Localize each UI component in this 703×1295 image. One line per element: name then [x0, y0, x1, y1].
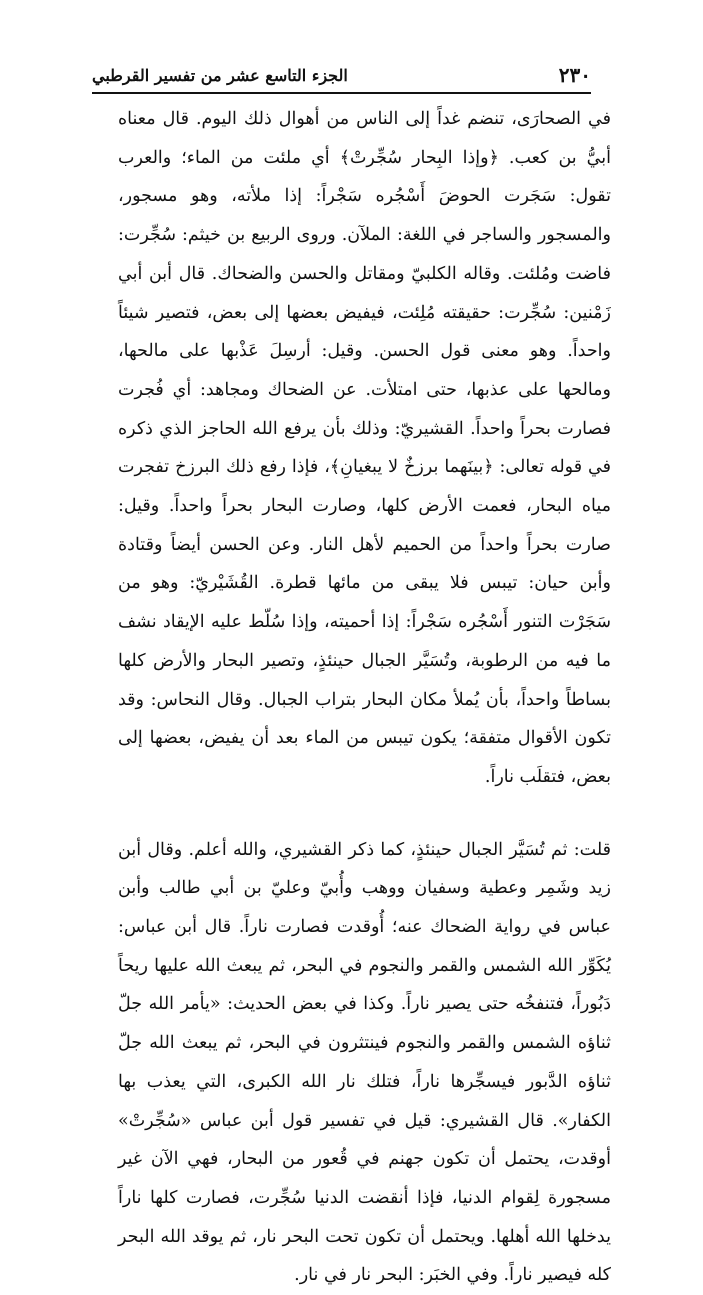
body-text — [118, 100, 611, 1295]
running-title: الجزء التاسع عشر من تفسير القرطبي — [92, 65, 348, 85]
paragraph-2: قلت: ثم تُسَيَّر الجبال حينئذٍ، كما ذكر القشيري، والله أعلم. وقال أبن زيد وشَمِر وعطية وسفيان ووهب وأُبيّ وعليّ بن أبي طالب وأبن عباس في رواية الضحاك عنه؛ أُوقدت فصارت ناراً. قال أبن عباس: يُكَوِّر الله الشمس والقمر والنجوم في البحر، ثم يبعث الله عليها ريحاً دَبُوراً، فتنفخُه حتى يصير ناراً. وكذا في بعض الحديث: «يأمر الله جلّ ثناؤه الشمس والقمر والنجوم فينتثرون في البحر، ثم يبعث الله جلّ ثناؤه الدَّبور فيسجِّرها ناراً، فتلك نار الله الكبرى، التي يعذب بها الكفار». قال القشيري: قيل في تفسير قول أبن عباس «سُجِّرتْ» أوقدت، يحتمل أن تكون جهنم في قُعور من البحار، فهي الآن غير مسجورة لِقوام الدنيا، فإذا أنقضت الدنيا سُجِّرت، فصارت كلها ناراً يدخلها الله أهلها. ويحتمل أن تكون تحت البحر نار، ثم يوقد الله البحر كله فيصير ناراً. وفي الخبَر: البحر نار في نار. — [118, 839, 611, 1286]
paragraph-gap — [118, 797, 611, 831]
paragraph-1: في الصحارَى، تنضم غداً إلى الناس من أهوال ذلك اليوم. قال معناه أبيُّ بن كعب. ﴿وإذا البِحار سُجِّرتْ﴾ أي ملئت من الماء؛ والعرب تقول: سَجَرت الحوضَ أَسْجُره سَجْراً: إذا ملأته، وهو مسجور، والمسجور والساجر في اللغة: الملآن. وروى الربيع بن خيثم: سُجِّرت: فاضت ومُلئت. وقاله الكلبيّ ومقاتل والحسن والضحاك. قال أبن أبي زَمْنين: سُجِّرت: حقيقته مُلِئت، فيفيض بعضها إلى بعض، فتصير شيئاً واحداً. وهو معنى قول الحسن. وقيل: أرسِلَ عَذْبها على مالحها، ومالحها على عذبها، حتى امتلأت. عن الضحاك ومجاهد: أي فُجرت فصارت بحراً واحداً. القشيريّ: وذلك بأن يرفع الله الحاجز الذي ذكره في قوله تعالى: ﴿بينَهما برزخٌ لا يبغيانِ﴾، فإذا رفع ذلك البرزخ تفجرت مياه البحار، فعمت الأرض كلها، وصارت البحار بحراً واحداً. وقيل: صارت بحراً واحداً من الحميم لأهل النار. وعن الحسن أيضاً وقتادة وأبن حيان: تيبس فلا يبقى من مائها قطرة. القُشَيْريّ: وهو من سَجَرْت التنور أَسْجُره سَجْراً: إذا أحميته، وإذا سُلّط عليه الإيقاد نشف ما فيه من الرطوبة، وتُسَيَّر الجبال حينئذٍ، وتصير البحار والأرض كلها بساطاً واحداً، بأن يُملأ مكان البحار بتراب الجبال. وقال النحاس: وقد تكون الأقوال متفقة؛ يكون تيبس من الماء بعد أن يفيض، بعضها إلى بعض، فتقلَب ناراً. — [118, 109, 611, 787]
page-header — [92, 58, 591, 94]
page-number: ٢٣٠ — [558, 63, 591, 87]
